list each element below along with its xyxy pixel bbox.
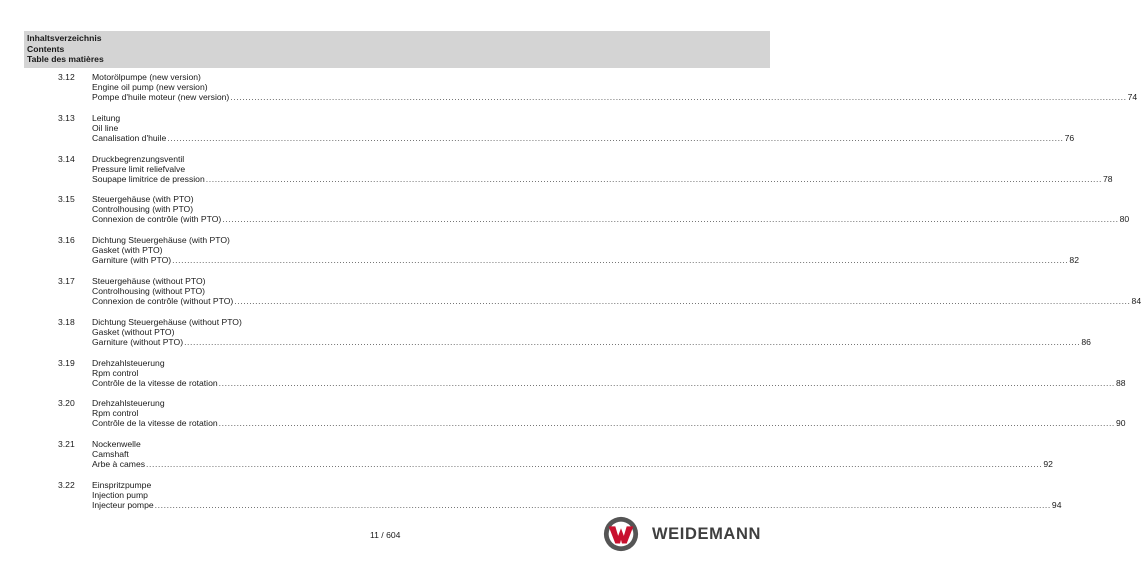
toc-header — [24, 31, 770, 68]
header-title-fr: Table des matières — [27, 54, 104, 64]
page-number: 88 — [1115, 377, 1126, 388]
section-number: 3.22 — [58, 479, 75, 490]
page-number: 94 — [1051, 499, 1062, 510]
title-en: Rpm control — [92, 408, 139, 419]
title-fr: Garniture (with PTO) — [92, 255, 172, 266]
brand-name: WEIDEMANN — [652, 524, 761, 543]
title-fr-row — [92, 92, 1138, 102]
title-en: Gasket (with PTO) — [92, 245, 163, 256]
section-number: 3.19 — [58, 357, 75, 368]
page-number: 86 — [1081, 336, 1091, 347]
toc-entry[interactable] — [0, 316, 1091, 358]
title-fr: Garniture (without PTO) — [92, 336, 184, 347]
title-en: Pressure limit reliefvalve — [92, 163, 186, 174]
title-fr: Contrôle de la vitesse de rotation — [92, 377, 218, 388]
title-fr: Connexion de contrôle (with PTO) — [92, 214, 222, 225]
dot-leader: ............................................................................................................................................................................................................................................................................................................ — [205, 173, 1103, 184]
title-fr-row — [92, 499, 1062, 510]
title-de: Dichtung Steuergehäuse (without PTO) — [92, 316, 242, 327]
title-fr-row — [92, 459, 1053, 470]
title-fr-row — [92, 132, 1075, 143]
title-fr: Injecteur pompe — [92, 499, 154, 510]
toc-entry[interactable] — [0, 357, 1126, 399]
dot-leader: ............................................................................................................................................................................................................................................................................................................ — [172, 255, 1069, 266]
title-fr-row — [92, 214, 1130, 225]
title-en: Controlhousing (without PTO) — [92, 285, 206, 296]
title-fr-row — [92, 336, 1091, 347]
dot-leader: ............................................................................................................................................................................................................................................................................................................ — [218, 377, 1115, 388]
section-number: 3.18 — [58, 316, 75, 327]
toc-entry[interactable] — [0, 439, 1053, 480]
page-number: 82 — [1069, 255, 1079, 266]
title-en: Gasket (without PTO) — [92, 326, 175, 337]
title-de: Druckbegrenzungsventil — [92, 153, 185, 164]
section-number: 3.12 — [58, 72, 75, 82]
section-number: 3.14 — [58, 153, 75, 164]
section-number: 3.20 — [58, 398, 75, 409]
title-en: Engine oil pump (new version) — [92, 82, 208, 92]
page-number: 76 — [1064, 132, 1075, 143]
page-number: 74 — [1127, 92, 1138, 102]
header-title-de: Inhaltsverzeichnis — [27, 33, 102, 43]
dot-leader: ............................................................................................................................................................................................................................................................................................................ — [146, 459, 1043, 470]
toc-entry[interactable] — [0, 72, 1138, 113]
title-de: Einspritzpumpe — [92, 479, 152, 490]
section-number: 3.16 — [58, 235, 75, 246]
toc-entry[interactable] — [0, 112, 1075, 154]
toc-list — [0, 72, 1141, 521]
title-fr-row — [92, 255, 1079, 266]
title-en: Oil line — [92, 122, 119, 133]
toc-entry[interactable] — [0, 235, 1079, 276]
page-number: 84 — [1131, 295, 1141, 306]
title-en: Controlhousing (with PTO) — [92, 204, 194, 215]
title-de: Drehzahlsteuerung — [92, 398, 165, 409]
page-number: 90 — [1115, 418, 1126, 429]
dot-leader: ............................................................................................................................................................................................................................................................................................................ — [218, 418, 1115, 429]
page-number: 92 — [1043, 459, 1053, 470]
title-fr: Arbe à cames — [92, 459, 146, 470]
weidemann-w-logo-icon — [602, 515, 640, 553]
title-en: Rpm control — [92, 367, 139, 378]
dot-leader: ............................................................................................................................................................................................................................................................................................................ — [222, 214, 1119, 225]
dot-leader: ............................................................................................................................................................................................................................................................................................................ — [184, 336, 1081, 347]
dot-leader: ............................................................................................................................................................................................................................................................................................................ — [154, 499, 1051, 510]
section-number: 3.15 — [58, 194, 75, 205]
title-fr-row — [92, 173, 1113, 184]
weidemann-logo — [602, 515, 761, 553]
dot-leader: ............................................................................................................................................................................................................................................................................................................ — [234, 295, 1131, 306]
title-fr-row — [92, 295, 1141, 306]
title-de: Drehzahlsteuerung — [92, 357, 165, 368]
section-number: 3.13 — [58, 112, 75, 123]
title-de: Nockenwelle — [92, 439, 141, 450]
title-de: Motorölpumpe (new version) — [92, 72, 201, 82]
page-number: 80 — [1119, 214, 1130, 225]
title-en: Injection pump — [92, 489, 148, 500]
toc-entry[interactable] — [0, 194, 1130, 235]
dot-leader: ............................................................................................................................................................................................................................................................................................................ — [167, 132, 1064, 143]
title-de: Dichtung Steuergehäuse (with PTO) — [92, 235, 230, 246]
page-indicator: 11 / 604 — [370, 530, 401, 540]
title-fr-row — [92, 418, 1126, 429]
title-en: Camshaft — [92, 449, 129, 460]
toc-entry[interactable] — [0, 398, 1126, 439]
title-fr: Contrôle de la vitesse de rotation — [92, 418, 218, 429]
header-title-en: Contents — [27, 43, 65, 54]
section-number: 3.17 — [58, 275, 75, 286]
dot-leader: ............................................................................................................................................................................................................................................................................................................ — [230, 92, 1127, 102]
toc-entry[interactable] — [0, 275, 1141, 317]
title-fr: Canalisation d'huile — [92, 132, 167, 143]
page-number: 78 — [1103, 173, 1113, 184]
title-fr: Pompe d'huile moteur (new version) — [92, 92, 230, 102]
toc-entry[interactable] — [0, 153, 1113, 195]
title-fr-row — [92, 377, 1126, 388]
title-fr: Soupape limitrice de pression — [92, 173, 205, 184]
title-fr: Connexion de contrôle (without PTO) — [92, 295, 234, 306]
title-de: Leitung — [92, 112, 121, 123]
title-de: Steuergehäuse (with PTO) — [92, 194, 194, 205]
section-number: 3.21 — [58, 439, 75, 450]
title-de: Steuergehäuse (without PTO) — [92, 275, 206, 286]
